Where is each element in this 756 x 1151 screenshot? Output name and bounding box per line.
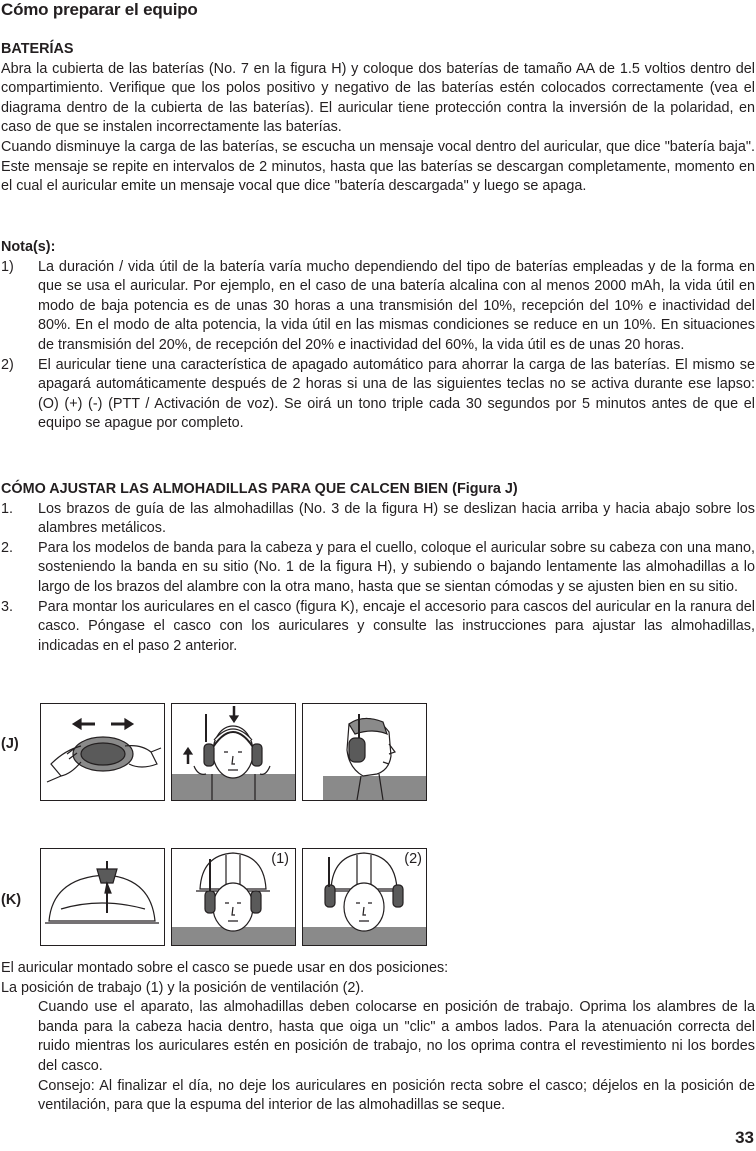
step-number: 2. <box>1 539 14 556</box>
figure-j-hands-illustration <box>40 703 165 801</box>
step-item <box>1 598 755 657</box>
step-item <box>1 539 755 598</box>
batteries-heading: BATERÍAS <box>1 41 74 57</box>
note-text: La duración / vida útil de la batería varía mucho dependiendo del tipo de baterías empleadas y de la forma en que se usa el auricular. Por ejemplo, en el caso de una batería alcalina con al menos 2000 mAh, la vida útil en modo de baja potencia es de unas 30 horas a una transmisión del 10%, recepción del 10% e inactividad del 80%. En el modo de alta potencia, la vida útil en las mismas condiciones se reduce en un 10%. En situaciones de transmisión del 20%, de recepción del 20% e inactividad del 60%, la vida útil es de unas 20 horas. <box>38 258 755 353</box>
notes-list <box>1 258 755 434</box>
figure-k-ventilation-position-illustration <box>302 848 427 946</box>
figure-k-working-position-illustration <box>171 848 296 946</box>
step-number: 3. <box>1 598 14 615</box>
helmet-paragraph-1: Cuando use el aparato, las almohadillas deben colocarse en posición de trabajo. Oprima los alambres de la banda para la cabeza hacia dentro, hasta que oiga un "clic" a ambos lados. Para la atenuación correcta del ruido mientras los auriculares estén en posición de trabajo, no los oprima contra el revestimiento ni los bordes del casco. <box>38 999 755 1074</box>
step-item <box>1 500 755 539</box>
figure-j-label: (J) <box>1 736 19 752</box>
page-number: 33 <box>735 1128 754 1147</box>
figure-j-side-head-illustration <box>302 703 427 801</box>
helmet-line-1: El auricular montado sobre el casco se puede usar en dos posiciones: <box>1 960 449 976</box>
note-item <box>1 356 755 434</box>
notes-section <box>1 238 755 434</box>
cushions-list <box>1 500 755 657</box>
notes-heading: Nota(s): <box>1 239 56 255</box>
working-position-label: (1) <box>271 851 289 867</box>
note-number: 2) <box>1 356 14 373</box>
note-item <box>1 258 755 356</box>
figure-j-front-head-illustration <box>171 703 296 801</box>
batteries-section <box>1 40 755 197</box>
helmet-tip: Consejo: Al finalizar el día, no deje los auriculares en posición recta sobre el casco; déjelos en la posición de ventilación, para que la espuma del interior de las almohadillas se seque. <box>38 1077 755 1114</box>
step-number: 1. <box>1 500 14 517</box>
helmet-line-2: La posición de trabajo (1) y la posición de ventilación (2). <box>1 979 365 996</box>
page-title: Cómo preparar el equipo <box>1 0 198 19</box>
ventilation-position-label: (2) <box>404 851 422 867</box>
batteries-paragraph-2: Cuando disminuye la carga de las baterías, se escucha un mensaje vocal dentro del auricular, que dice "batería baja". Este mensaje se repite en intervalos de 2 minutos, hasta que las baterías se descargan completamente, momento en el cual el auricular emite un mensaje vocal que dice "batería descargada" y luego se apaga. <box>1 138 755 195</box>
helmet-usage-section <box>1 959 755 1116</box>
step-text: Para los modelos de banda para la cabeza y para el cuello, coloque el auricular sobre su cabeza con una mano, sosteniendo la banda en su sitio (No. 1 de la figura H), y subiendo o bajando lentamente las almohadillas a lo largo de los brazos del alambre con la otra mano, hasta que se sientan cómodas y se ajusten bien en su sitio. <box>38 539 755 595</box>
step-text: Los brazos de guía de las almohadillas (No. 3 de la figura H) se deslizan hacia arriba y hacia abajo sobre los alambres metálicos. <box>38 500 755 537</box>
cushions-heading: CÓMO AJUSTAR LAS ALMOHADILLAS PARA QUE CALCEN BIEN (Figura J) <box>1 481 518 497</box>
step-text: Para montar los auriculares en el casco (figura K), encaje el accesorio para cascos del auricular en la ranura del casco. Póngase el casco con los auriculares y consulte las instrucciones para ajustar las almohadillas, indicadas en el paso 2 anterior. <box>38 598 755 654</box>
cushions-section <box>1 480 755 656</box>
note-text: El auricular tiene una característica de apagado automático para ahorrar la carga de las baterías. El mismo se apagará automáticamente después de 2 horas si una de las siguientes teclas no se activa durante ese lapso: (O) (+) (-) (PTT / Activación de voz). Se oirá un tono triple cada 30 segundos por 5 minutos antes de que el equipo se apague por completo. <box>38 356 755 432</box>
batteries-paragraph-1: Abra la cubierta de las baterías (No. 7 en la figura H) y coloque dos baterías de tamaño AA de 1.5 voltios dentro del compartimiento. Verifique que los polos positivo y negativo de las baterías estén colocados correctamente (vea el diagrama dentro de la cubierta de las baterías). El auricular tiene protección contra la inversión de la polaridad, en caso de que se instalen incorrectamente las baterías. <box>1 60 755 136</box>
figure-k-label: (K) <box>1 892 22 908</box>
figure-k-helmet-side-illustration <box>40 848 165 946</box>
note-number: 1) <box>1 258 14 275</box>
